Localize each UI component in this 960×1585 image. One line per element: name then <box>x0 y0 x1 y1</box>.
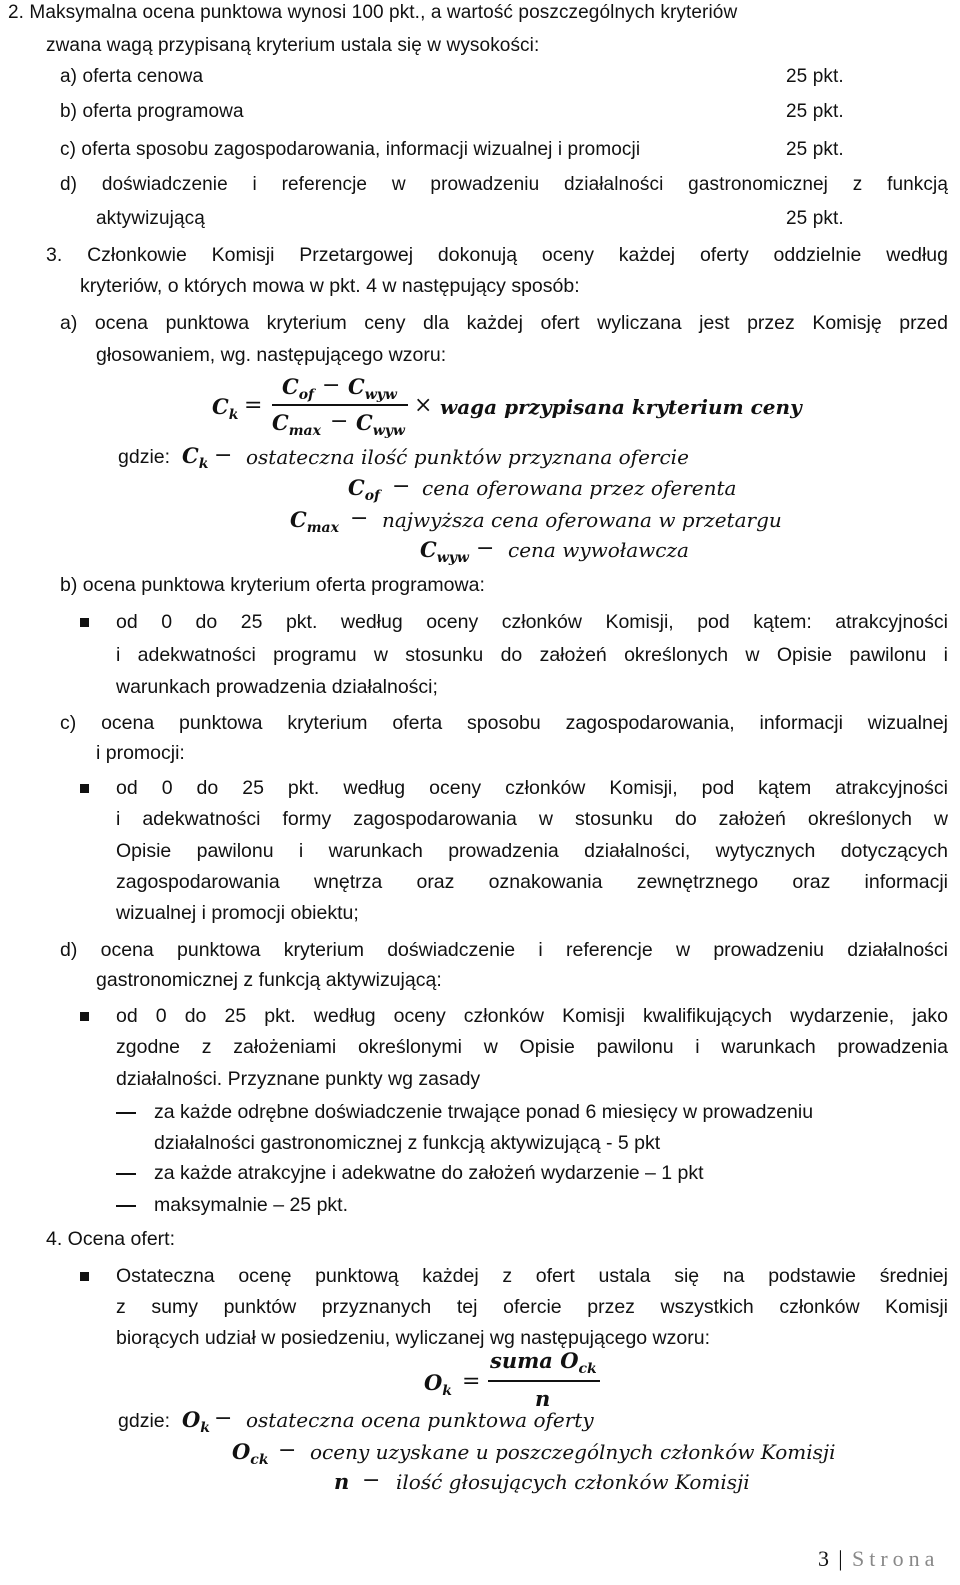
dash-bullet-icon <box>116 1173 136 1175</box>
formula2-lhs: $O_k$ <box>424 1370 452 1399</box>
item3b-bullet-line3: warunkach prowadzenia działalności; <box>116 676 438 698</box>
item4-heading: 4. Ocena ofert: <box>46 1228 175 1250</box>
item2-line2: zwana wagą przypisaną kryterium ustala się w wysokości: <box>46 35 540 56</box>
item3-line1: 3. Członkowie Komisji Przetargowej dokonują oceny każdej oferty oddzielnie według <box>46 244 948 266</box>
formula1-num-minus: − <box>322 373 341 398</box>
item3c-bullet-line3: Opisie pawilonu i warunkach prowadzenia działalności, wytycznych dotyczących <box>116 840 948 862</box>
item3c-heading2: i promocji: <box>96 742 185 764</box>
item3a-line1: a) ocena punktowa kryterium ceny dla każdej ofert wyliczana jest przez Komisję przed <box>60 312 948 334</box>
legend2-dash-0: − <box>214 1406 233 1431</box>
item3d-dash3: maksymalnie – 25 pkt. <box>154 1194 349 1216</box>
legend1-sym-cof: $C_{of}$ <box>348 475 381 504</box>
legend1-dash-3: − <box>476 536 495 561</box>
formula2-fraction-bar <box>488 1380 600 1382</box>
legend1-desc-1: cena oferowana przez oferenta <box>422 476 737 500</box>
formula1-lhs: $C_k$ <box>212 394 239 423</box>
legend2-sym-ok: $O_k$ <box>182 1407 210 1436</box>
item3d-heading1: d) ocena punktowa kryterium doświadczenie i referencje w prowadzeniu działalności <box>60 939 948 961</box>
item3d-bullet-line1: od 0 do 25 pkt. według oceny członków Komisji kwalifikujących wydarzenie, jako <box>116 1005 948 1027</box>
legend2-gdzie: gdzie: <box>118 1410 171 1432</box>
formula1-den-minus: − <box>330 409 349 434</box>
legend2-sym-ock: $O_{ck}$ <box>232 1439 269 1468</box>
item3-line2: kryteriów, o których mowa w pkt. 4 w następujący sposób: <box>80 275 580 297</box>
formula1-den-a: $C_{max}$ <box>272 410 321 439</box>
legend2-desc-2: ilość głosujących członków Komisji <box>396 1470 750 1494</box>
item3d-bullet-line2: zgodne z założeniami określonymi w Opisie pawilonu i warunkach prowadzenia <box>116 1036 948 1058</box>
formula2-equals: = <box>462 1369 481 1394</box>
footer-separator: | <box>838 1546 843 1571</box>
formula2-num: suma $O_{ck}$ <box>490 1348 597 1377</box>
legend1-sym-cwyw: $C_{wyw}$ <box>420 537 469 566</box>
dash-bullet-icon <box>116 1205 136 1207</box>
bullet-square-icon <box>80 1272 89 1281</box>
formula1-equals: = <box>244 393 263 418</box>
formula1-num-b: $C_{wyw}$ <box>348 374 397 403</box>
item3c-bullet-line4: zagospodarowania wnętrza oraz oznakowania zewnętrznego oraz informacji <box>116 871 948 893</box>
item3d-dash1-line1: za każde odrębne doświadczenie trwające ponad 6 miesięcy w prowadzeniu <box>154 1101 814 1123</box>
item3c-heading1: c) ocena punktowa kryterium oferta sposobu zagospodarowania, informacji wizualnej <box>60 712 948 734</box>
item4-bullet-line1: Ostateczna ocenę punktową każdej z ofert ustala się na podstawie średniej <box>116 1265 948 1287</box>
item3c-bullet-line2: i adekwatności formy zagospodarowania w stosunku do założeń określonych w <box>116 808 948 830</box>
legend1-desc-3: cena wywoławcza <box>508 538 689 562</box>
item3d-dash2: za każde atrakcyjne i adekwatne do założeń wydarzenie – 1 pkt <box>154 1162 704 1184</box>
item2-line1: 2. Maksymalna ocena punktowa wynosi 100 pkt., a wartość poszczególnych kryteriów <box>8 2 738 23</box>
legend1-desc-0: ostateczna ilość punktów przyznana ofercie <box>246 445 689 469</box>
legend2-desc-0: ostateczna ocena punktowa oferty <box>246 1408 594 1432</box>
footer-page-word: Strona <box>851 1546 940 1571</box>
item3a-line2: głosowaniem, wg. następującego wzoru: <box>96 344 447 366</box>
criterion-c-points: 25 pkt. <box>786 139 844 160</box>
item3c-bullet-line5: wizualnej i promocji obiektu; <box>116 902 359 924</box>
legend2-dash-1: − <box>278 1438 297 1463</box>
formula1-den-b: $C_{wyw}$ <box>356 410 405 439</box>
item3d-dash1-line2: działalności gastronomicznej z funkcją aktywizującą - 5 pkt <box>154 1132 661 1154</box>
dash-bullet-icon <box>116 1112 136 1114</box>
formula2-den: n <box>535 1386 551 1411</box>
legend1-dash-2: − <box>350 506 369 531</box>
item3b-bullet-line2: i adekwatności programu w stosunku do założeń określonych w Opisie pawilonu i <box>116 644 948 666</box>
legend1-dash-1: − <box>392 474 411 499</box>
criterion-a-points: 25 pkt. <box>786 66 844 87</box>
criterion-b-label: b) oferta programowa <box>60 101 244 122</box>
legend1-gdzie: gdzie: <box>118 446 171 468</box>
page-footer <box>818 1546 939 1574</box>
formula1-rhs: waga przypisana kryterium ceny <box>440 395 802 419</box>
criterion-a-label: a) oferta cenowa <box>60 66 204 87</box>
legend1-sym-cmax: $C_{max}$ <box>290 507 339 536</box>
bullet-square-icon <box>80 618 89 627</box>
formula1-fraction-bar <box>272 404 408 406</box>
item3d-bullet-line3: działalności. Przyznane punkty wg zasady <box>116 1068 481 1090</box>
item3b-heading: b) ocena punktowa kryterium oferta programowa: <box>60 574 485 596</box>
legend1-desc-2: najwyższa cena oferowana w przetargu <box>382 508 782 532</box>
legend1-sym-ck: $C_k$ <box>182 443 209 472</box>
page-number: 3 <box>818 1546 829 1571</box>
item3c-bullet-line1: od 0 do 25 pkt. według oceny członków Komisji, pod kątem atrakcyjności <box>116 777 948 799</box>
criterion-d-points: 25 pkt. <box>786 208 844 229</box>
item4-bullet-line3: biorących udział w posiedzeniu, wyliczanej wg następującego wzoru: <box>116 1327 710 1349</box>
legend1-dash-0: − <box>214 443 233 468</box>
formula1-num-a: $C_{of}$ <box>282 374 315 403</box>
item3b-bullet-line1: od 0 do 25 pkt. według oceny członków Komisji, pod kątem: atrakcyjności <box>116 611 948 633</box>
legend2-dash-2: − <box>362 1468 381 1493</box>
item3d-heading2: gastronomicznej z funkcją aktywizującą: <box>96 969 442 991</box>
bullet-square-icon <box>80 1012 89 1021</box>
item4-bullet-line2: z sumy punktów przyznanych tej ofercie przez wszystkich członków Komisji <box>116 1296 948 1318</box>
bullet-square-icon <box>80 784 89 793</box>
legend2-sym-n: n <box>334 1469 350 1494</box>
criterion-d-label2: aktywizującą <box>96 208 205 229</box>
criterion-b-points: 25 pkt. <box>786 101 844 122</box>
criterion-d-label: d) doświadczenie i referencje w prowadzeniu działalności gastronomicznej z funkcją <box>60 174 948 195</box>
legend2-desc-1: oceny uzyskane u poszczególnych członków Komisji <box>310 1440 836 1464</box>
criterion-c-label: c) oferta sposobu zagospodarowania, informacji wizualnej i promocji <box>60 139 641 160</box>
formula1-times: × <box>414 393 433 418</box>
